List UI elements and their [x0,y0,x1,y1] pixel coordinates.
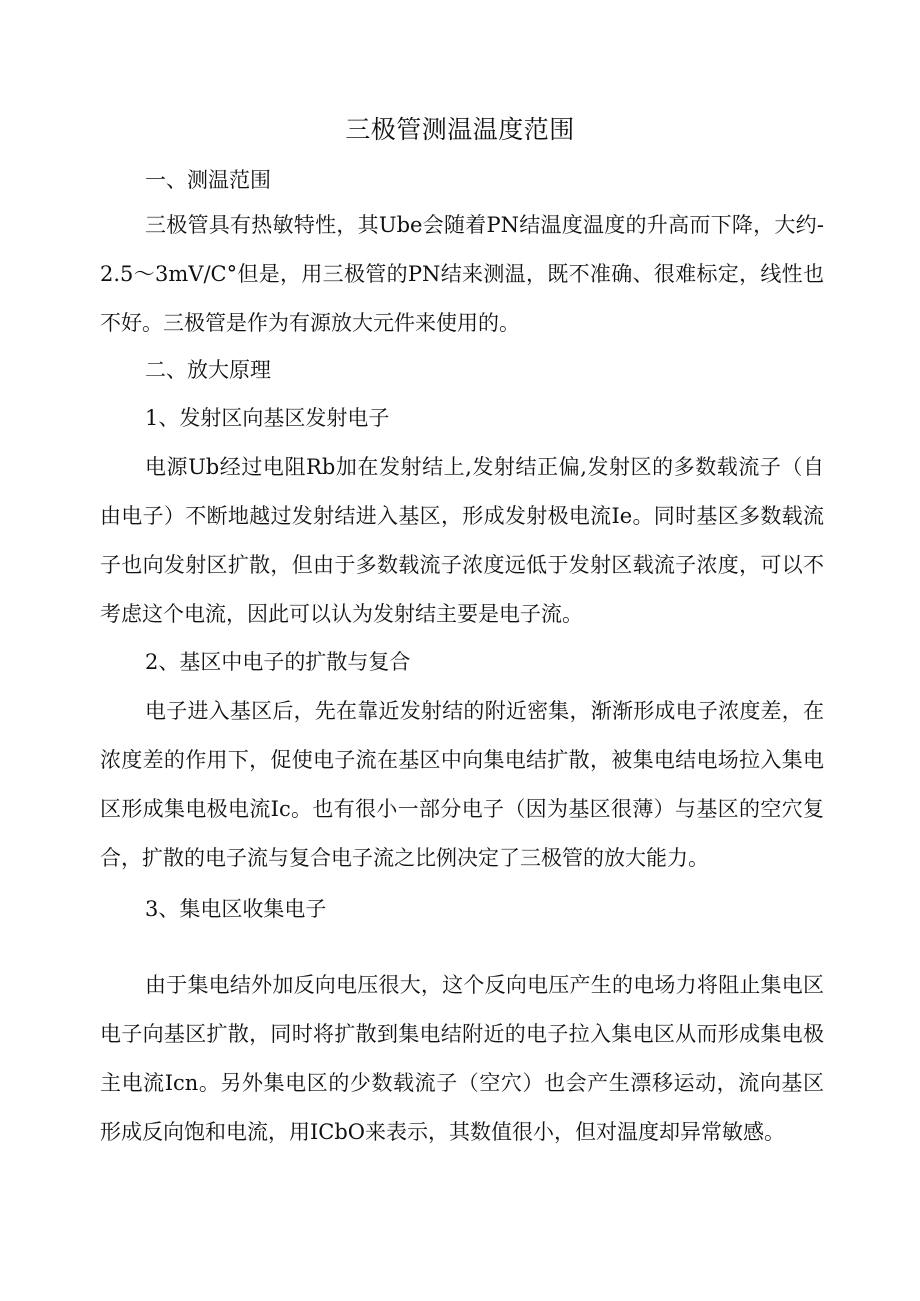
subsection-heading-collector: 3、集电区收集电子 [145,897,327,921]
paragraph-collector: 由于集电结外加反向电压很大，这个反向电压产生的电场力将阻止集电区电子向基区扩散，同时将扩散到集电结附近的电子拉入集电区从而形成集电极主电流Icn。另外集电区的少数载流子（空穴）也会产生漂移运动，流向基区形成反向饱和电流，用ICbO来表示，其数值很小，但对温度却异常敏感。 [100,973,824,1144]
paragraph-base-diffusion: 电子进入基区后，先在靠近发射结的附近密集，渐渐形成电子浓度差，在浓度差的作用下，促使电子流在基区中向集电结扩散，被集电结电场拉入集电区形成集电极电流Ic。也有很小一部分电子（因为基区很薄）与基区的空穴复合，扩散的电子流与复合电子流之比例决定了三极管的放大能力。 [100,699,824,870]
section-heading-amplification-principle: 二、放大原理 [145,358,271,382]
paragraph-emitter: 电源Ub经过电阻Rb加在发射结上,发射结正偏,发射区的多数载流子（自由电子）不断地越过发射结进入基区，形成发射极电流Ie。同时基区多数载流子也向发射区扩散，但由于多数载流子浓度远低于发射区载流子浓度，可以不考虑这个电流，因此可以认为发射结主要是电子流。 [100,455,824,626]
subsection-heading-base-diffusion: 2、基区中电子的扩散与复合 [145,650,411,674]
document-title: 三极管测温温度范围 [345,115,575,144]
subsection-heading-emitter: 1、发射区向基区发射电子 [145,406,390,430]
section-heading-temperature-range: 一、测温范围 [145,168,271,192]
paragraph-temperature-range: 三极管具有热敏特性，其Ube会随着PN结温度温度的升高而下降，大约-2.5～3mV/C°但是，用三极管的PN结来测温，既不准确、很难标定，线性也不好。三极管是作为有源放大元件来使用的。 [100,213,824,335]
